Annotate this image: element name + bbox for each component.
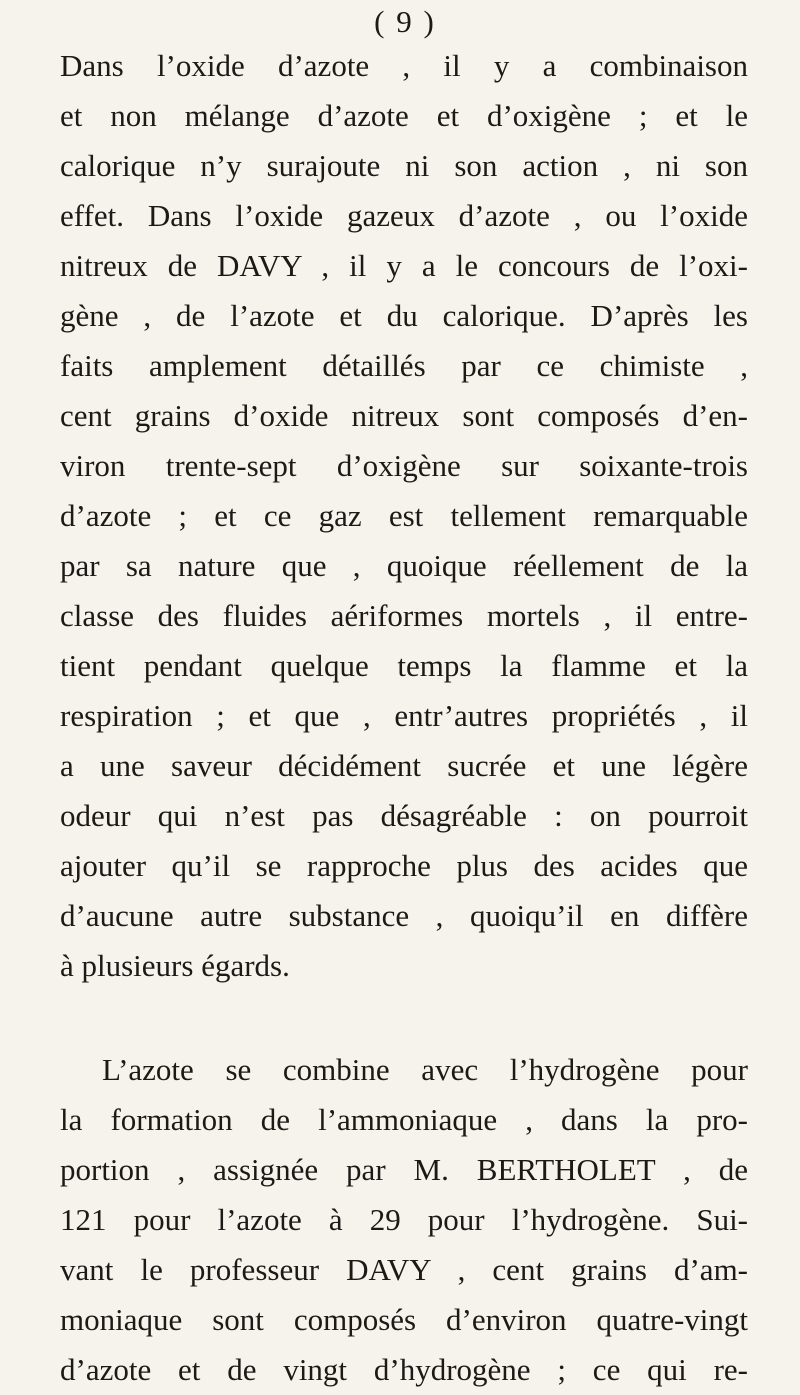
text-line: ajouter qu’il se rapproche plus des acides que — [60, 848, 748, 883]
text-line: nitreux de DAVY , il y a le concours de l’oxi- — [60, 248, 748, 283]
text-line: d’aucune autre substance , quoiqu’il en diffère — [60, 898, 748, 933]
text-line: à plusieurs égards. — [60, 948, 290, 983]
paragraph-1 — [60, 41, 748, 991]
paragraph-gap — [60, 991, 748, 1045]
text-line: la formation de l’ammoniaque , dans la pro- — [60, 1102, 748, 1137]
text-line: respiration ; et que , entr’autres propriétés , il — [60, 698, 748, 733]
page-number: ( 9 ) — [374, 4, 436, 39]
text-line: gène , de l’azote et du calorique. D’après les — [60, 298, 748, 333]
text-line: a une saveur décidément sucrée et une légère — [60, 748, 748, 783]
paragraph-2 — [60, 1045, 748, 1395]
text-line: portion , assignée par M. BERTHOLET , de — [60, 1152, 748, 1187]
text-line: et non mélange d’azote et d’oxigène ; et le — [60, 98, 748, 133]
text-line: calorique n’y surajoute ni son action , ni son — [60, 148, 748, 183]
text-line: odeur qui n’est pas désagréable : on pourroit — [60, 798, 748, 833]
text-line: d’azote ; et ce gaz est tellement remarquable — [60, 498, 748, 533]
text-line: vant le professeur DAVY , cent grains d’am- — [60, 1252, 748, 1287]
text-line: viron trente-sept d’oxigène sur soixante-trois — [60, 448, 748, 483]
text-line: moniaque sont composés d’environ quatre-vingt — [60, 1302, 748, 1337]
text-line: par sa nature que , quoique réellement de la — [60, 548, 748, 583]
text-line: faits amplement détaillés par ce chimiste , — [60, 348, 748, 383]
text-line: Dans l’oxide d’azote , il y a combinaison — [60, 48, 748, 83]
text-line: L’azote se combine avec l’hydrogène pour — [102, 1052, 748, 1087]
text-line: d’azote et de vingt d’hydrogène ; ce qui re- — [60, 1352, 748, 1387]
text-line: effet. Dans l’oxide gazeux d’azote , ou l’oxide — [60, 198, 748, 233]
text-line: cent grains d’oxide nitreux sont composés d’en- — [60, 398, 748, 433]
text-line: 121 pour l’azote à 29 pour l’hydrogène. Sui- — [60, 1202, 748, 1237]
text-line: classe des fluides aériformes mortels , il entre- — [60, 598, 748, 633]
text-line: tient pendant quelque temps la flamme et la — [60, 648, 748, 683]
